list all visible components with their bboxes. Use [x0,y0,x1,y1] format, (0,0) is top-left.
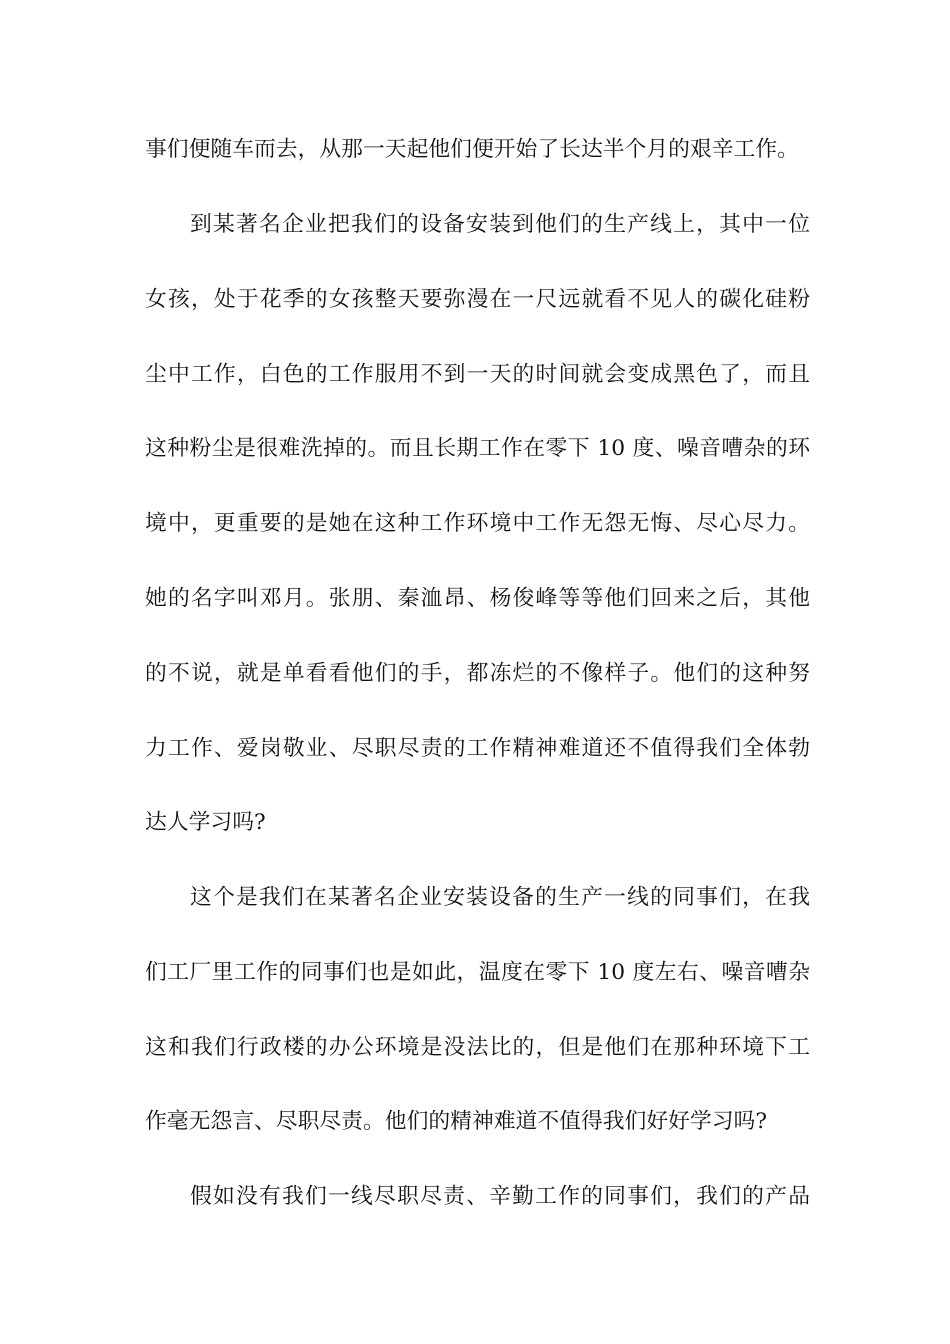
text-line-12: 们工厂里工作的同事们也是如此，温度在零下 10 度左右、噪音嘈杂 [145,960,810,985]
text-line-2: 到某著名企业把我们的设备安装到他们的生产线上，其中一位 [190,212,810,237]
text-line-4: 尘中工作，白色的工作服用不到一天的时间就会变成黑色了，而且 [145,362,810,387]
text-line-10: 达人学习吗? [145,810,266,835]
text-line-3: 女孩，处于花季的女孩整天要弥漫在一尺远就看不见人的碳化硅粉 [145,287,810,312]
text-line-9: 力工作、爱岗敬业、尽职尽责的工作精神难道还不值得我们全体勃 [145,736,810,761]
text-line-8: 的不说，就是单看看他们的手，都冻烂的不像样子。他们的这种努 [145,661,810,686]
text-line-14: 作毫无怨言、尽职尽责。他们的精神难道不值得我们好好学习吗? [145,1109,768,1134]
text-line-5: 这种粉尘是很难洗掉的。而且长期工作在零下 10 度、噪音嘈杂的环 [145,436,810,461]
text-line-15: 假如没有我们一线尽职尽责、辛勤工作的同事们，我们的产品 [190,1184,810,1209]
text-line-7: 她的名字叫邓月。张朋、秦洫昂、杨俊峰等等他们回来之后，其他 [145,586,810,611]
text-line-11: 这个是我们在某著名企业安装设备的生产一线的同事们，在我 [190,885,810,910]
text-line-1: 事们便随车而去，从那一天起他们便开始了长达半个月的艰辛工作。 [145,137,799,162]
text-line-13: 这和我们行政楼的办公环境是没法比的，但是他们在那种环境下工 [145,1035,810,1060]
text-line-6: 境中，更重要的是她在这种工作环境中工作无怨无悔、尽心尽力。 [145,511,810,536]
